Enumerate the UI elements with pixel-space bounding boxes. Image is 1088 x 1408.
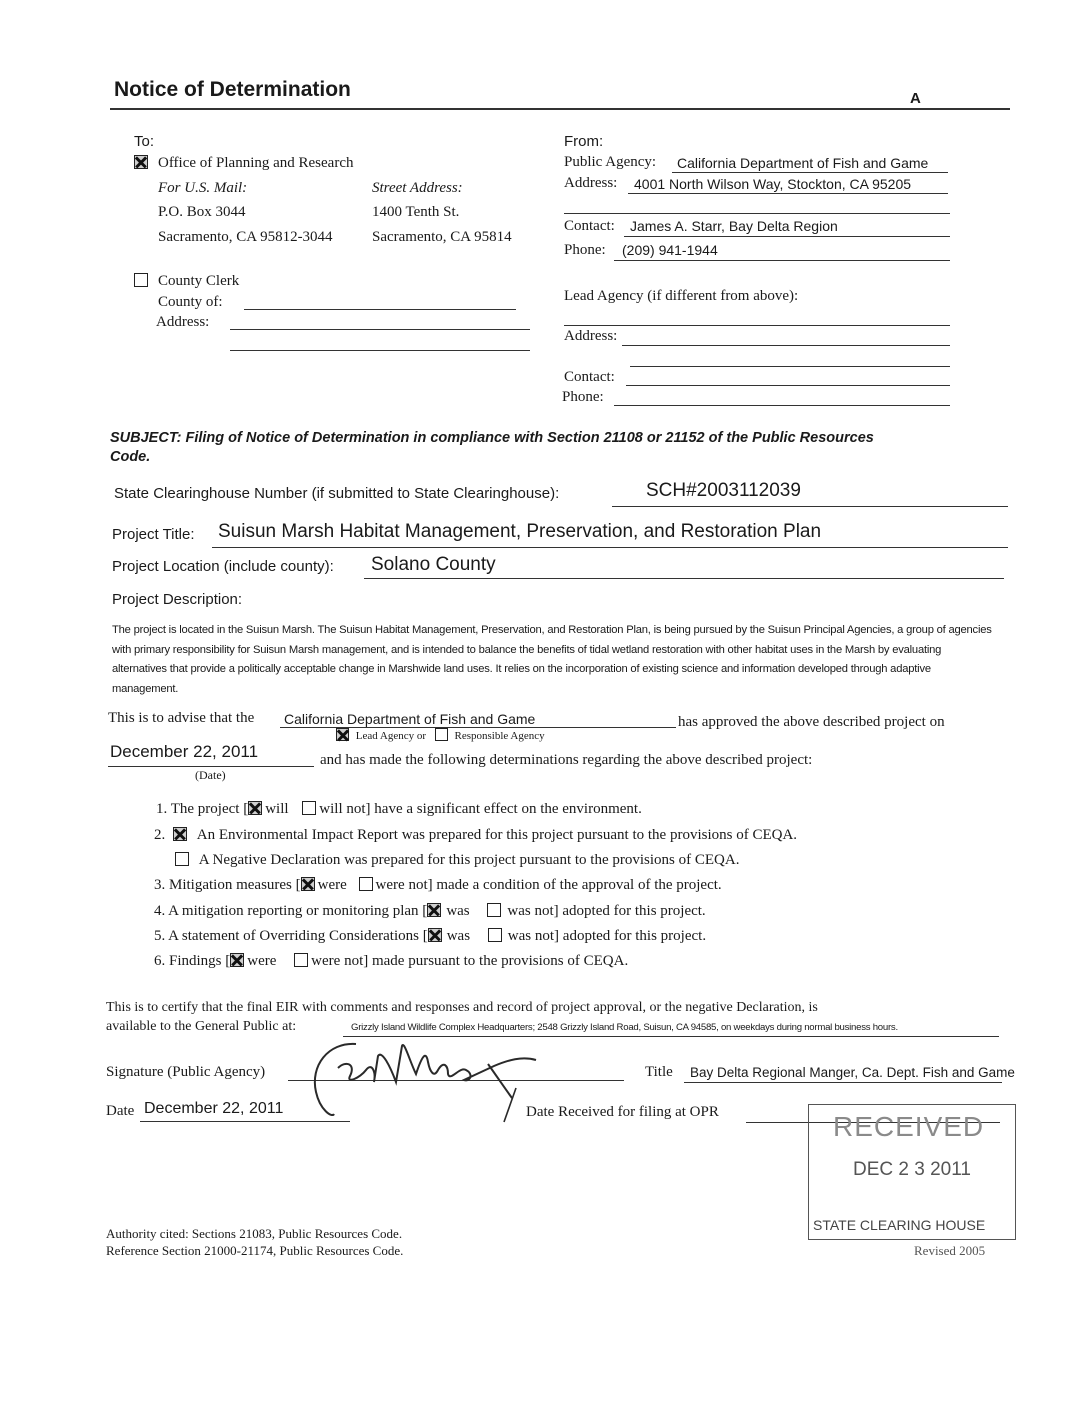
responsible-agency-checkbox[interactable] — [435, 728, 448, 741]
county-clerk-label: County Clerk — [158, 273, 240, 289]
advise-suffix: has approved the above described project on — [678, 714, 945, 730]
contact-label: Contact: — [564, 218, 615, 234]
title-label: Project Title: — [112, 526, 195, 543]
determination-4-yes-checkbox[interactable] — [427, 903, 441, 917]
sch-field-line — [612, 506, 1008, 507]
determination-6-yes-checkbox[interactable] — [230, 953, 244, 967]
lead-address-label: Address: — [564, 328, 618, 344]
title-value: Suisun Marsh Habitat Management, Preservation, and Restoration Plan — [218, 521, 822, 542]
signature-title-line — [684, 1082, 1002, 1083]
lead-address-field-2[interactable] — [630, 366, 950, 367]
county-of-label: County of: — [158, 294, 223, 310]
signature-graphic — [298, 1026, 558, 1126]
county-clerk-checkbox[interactable] — [134, 273, 148, 287]
subject-line1: SUBJECT: Filing of Notice of Determination in compliance with Section 21108 or 21152 of the Public Resources — [110, 430, 874, 446]
address-field-line — [628, 193, 948, 194]
determination-2a — [154, 827, 797, 844]
determination-5-yes-label: was — [446, 928, 471, 944]
stamp-received: RECEIVED — [833, 1111, 985, 1142]
opr-label: Office of Planning and Research — [158, 155, 354, 171]
page-title: Notice of Determination — [114, 78, 351, 101]
approval-date-line — [108, 766, 314, 767]
subject-line2: Code. — [110, 449, 151, 465]
address-value: 4001 North Wilson Way, Stockton, CA 95205 — [634, 176, 912, 192]
lead-contact-label: Contact: — [564, 369, 615, 385]
received-stamp — [808, 1104, 1016, 1240]
sch-value: SCH#2003112039 — [646, 480, 801, 501]
opr-row — [134, 154, 354, 172]
revised-date: Revised 2005 — [914, 1243, 986, 1258]
determination-3-no-checkbox[interactable] — [359, 877, 373, 891]
lead-agency-role-label: Lead Agency or — [355, 730, 426, 742]
signature-label: Signature (Public Agency) — [106, 1064, 266, 1080]
contact-field-line — [624, 236, 950, 237]
determination-4 — [154, 903, 706, 920]
mail-line1: P.O. Box 3044 — [158, 204, 246, 220]
county-address-field-2[interactable] — [230, 350, 530, 351]
authority-cited: Authority cited: Sections 21083, Public Resources Code. — [106, 1226, 403, 1241]
signature-date-label: Date — [106, 1103, 135, 1119]
determination-6-no-label: were not] made pursuant to the provisions of CEQA. — [311, 953, 629, 969]
opr-checkbox[interactable] — [134, 155, 148, 169]
determination-5-no-checkbox[interactable] — [488, 928, 502, 942]
determinations-intro: and has made the following determinations regarding the above described project: — [320, 752, 813, 768]
determination-6-yes-label: were — [247, 953, 277, 969]
lead-phone-label: Phone: — [562, 389, 604, 405]
determination-3-yes-label: were — [317, 877, 347, 893]
header-rule — [110, 108, 1010, 110]
county-of-field[interactable] — [244, 309, 516, 310]
lead-address-field-1[interactable] — [622, 345, 950, 346]
location-field-line — [364, 578, 1004, 579]
determination-4-prefix: 4. A mitigation reporting or monitoring plan [ — [154, 903, 428, 919]
date-caption: (Date) — [195, 768, 226, 782]
stamp-clearinghouse: STATE CLEARING HOUSE — [813, 1217, 986, 1233]
lead-agency-checkbox[interactable] — [336, 728, 349, 741]
county-address-label: Address: — [156, 314, 210, 330]
county-clerk-row — [134, 272, 239, 290]
determination-6 — [154, 953, 628, 970]
agency-value: California Department of Fish and Game — [677, 155, 929, 171]
public-availability-location: Grizzly Island Wildlife Complex Headquarters; 2548 Grizzly Island Road, Suisun, CA 94585, on weekdays during normal business hours. — [351, 1022, 898, 1033]
determination-1 — [156, 801, 642, 818]
determination-3-yes-checkbox[interactable] — [301, 877, 315, 891]
street-heading: Street Address: — [372, 180, 463, 196]
determination-3-no-label: were not] made a condition of the approval of the project. — [375, 877, 722, 893]
determination-5-no-label: was not] adopted for this project. — [507, 928, 707, 944]
eir-checkbox[interactable] — [173, 827, 187, 841]
project-description: The project is located in the Suisun Marsh. The Suisun Habitat Management, Preservation, and Restoration Plan, is being pursued by the Suisun Principal Agencies, a group of agencies with primary responsibility for Suisun Marsh management, and is intended to balance the benefits of tidal wetland restoration with other habitat uses in the Marsh by evaluating alternatives that provide a politically acceptable change in Marshwide land uses. It relies on the incorporation of existing science and information developed through adaptive management. — [112, 624, 992, 695]
mail-line2: Sacramento, CA 95812-3044 — [158, 229, 333, 245]
determination-6-prefix: 6. Findings [ — [154, 953, 231, 969]
county-address-field-1[interactable] — [230, 329, 530, 330]
determination-5 — [154, 928, 706, 945]
determination-1-will-not-label: will not] have a significant effect on the environment. — [319, 801, 642, 817]
signature-date-value: December 22, 2011 — [144, 1100, 284, 1117]
opr-date-label: Date Received for filing at OPR — [526, 1104, 719, 1120]
location-value: Solano County — [371, 554, 496, 575]
determination-5-prefix: 5. A statement of Overriding Considerations [ — [154, 928, 428, 944]
mail-heading: For U.S. Mail: — [158, 180, 248, 196]
from-label: From: — [564, 133, 604, 150]
address-label: Address: — [564, 175, 618, 191]
determination-4-yes-label: was — [446, 903, 470, 919]
to-label: To: — [134, 133, 155, 150]
phone-label: Phone: — [564, 242, 606, 258]
description-label: Project Description: — [112, 591, 243, 608]
contact-value: James A. Starr, Bay Delta Region — [630, 218, 838, 234]
advise-prefix: This is to advise that the — [108, 710, 255, 726]
negative-declaration-label: A Negative Declaration was prepared for this project pursuant to the provisions of CEQA. — [198, 852, 740, 868]
determination-4-no-label: was not] adopted for this project. — [507, 903, 706, 919]
agency-role-row — [336, 728, 545, 742]
lead-phone-field[interactable] — [614, 405, 950, 406]
phone-value: (209) 941-1944 — [622, 242, 718, 258]
determination-3 — [154, 877, 722, 894]
signature-title-value: Bay Delta Regional Manger, Ca. Dept. Fish and Game — [690, 1065, 1015, 1080]
stamp-date: DEC 2 3 2011 — [853, 1159, 971, 1180]
certify-line1: This is to certify that the final EIR with comments and responses and record of project approval, or the negative Declaration, is — [106, 1000, 818, 1015]
determination-5-yes-checkbox[interactable] — [428, 928, 442, 942]
determination-1-will-label: will — [265, 801, 289, 817]
determination-1-prefix: 1. The project [ — [156, 801, 249, 817]
street-line1: 1400 Tenth St. — [372, 204, 460, 220]
address-field-line-2 — [564, 213, 950, 214]
lead-agency-field[interactable] — [564, 325, 950, 326]
eir-label: An Environmental Impact Report was prepared for this project pursuant to the provisions of CEQA. — [196, 827, 798, 843]
sch-label: State Clearinghouse Number (if submitted to State Clearinghouse): — [114, 485, 560, 502]
responsible-agency-role-label: Responsible Agency — [454, 730, 545, 742]
appendix-letter: A — [910, 90, 921, 107]
determination-1-will-checkbox[interactable] — [248, 801, 262, 815]
agency-label: Public Agency: — [564, 154, 657, 170]
determination-2-prefix: 2. — [154, 827, 166, 843]
approval-date-value: December 22, 2011 — [110, 742, 259, 761]
street-line2: Sacramento, CA 95814 — [372, 229, 512, 245]
phone-field-line — [614, 260, 950, 261]
signature-date-line — [140, 1121, 350, 1122]
advise-agency-value: California Department of Fish and Game — [284, 711, 536, 727]
signature-title-label: Title — [645, 1064, 673, 1080]
determination-3-prefix: 3. Mitigation measures [ — [154, 877, 301, 893]
lead-contact-field[interactable] — [626, 385, 950, 386]
agency-field-line — [672, 172, 948, 173]
determination-6-no-checkbox[interactable] — [294, 953, 308, 967]
determination-1-will-not-checkbox[interactable] — [302, 801, 316, 815]
title-field-line — [212, 547, 1008, 548]
negative-declaration-checkbox[interactable] — [175, 852, 189, 866]
certify-line2-prefix: available to the General Public at: — [106, 1019, 297, 1034]
location-label: Project Location (include county): — [112, 558, 334, 575]
determination-2b — [175, 852, 739, 869]
lead-agency-label: Lead Agency (if different from above): — [564, 288, 799, 304]
reference-section: Reference Section 21000-21174, Public Resources Code. — [106, 1243, 404, 1258]
determination-4-no-checkbox[interactable] — [487, 903, 501, 917]
